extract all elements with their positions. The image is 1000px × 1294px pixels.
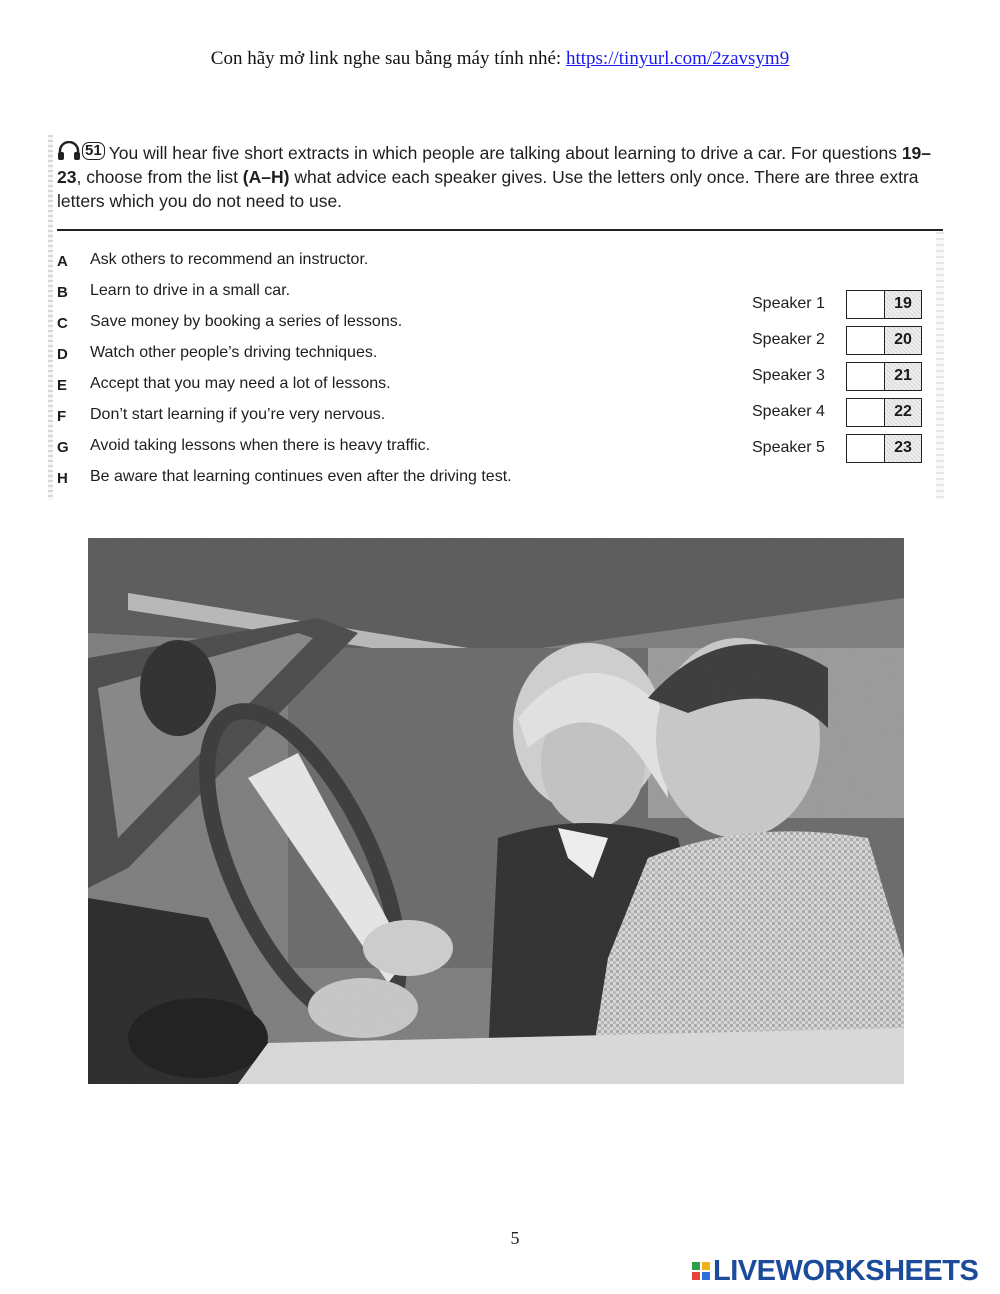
option-text: Watch other people’s driving techniques. — [90, 344, 378, 361]
speaker-label: Speaker 1 — [752, 295, 825, 312]
task-instructions — [57, 141, 937, 213]
audio-link[interactable]: https://tinyurl.com/2zavsym9 — [565, 48, 790, 69]
divider — [57, 229, 943, 231]
option-c — [57, 313, 697, 344]
answer-input-19[interactable] — [847, 291, 885, 318]
header-instruction — [0, 48, 1000, 70]
option-letter: B — [57, 284, 68, 301]
option-text: Ask others to recommend an instructor. — [90, 251, 369, 268]
instructions-text-3: what advice each speaker gives. Use the letters only once. There are three extra letters which you do not need to use. — [57, 167, 919, 211]
answer-box — [846, 362, 922, 391]
question-number: 22 — [885, 399, 921, 426]
instructions-text-2: , choose from the list — [76, 167, 243, 187]
option-g — [57, 437, 697, 468]
option-d — [57, 344, 697, 375]
headphones-icon — [57, 141, 81, 161]
option-text: Avoid taking lessons when there is heavy traffic. — [90, 437, 431, 454]
option-text: Accept that you may need a lot of lessons. — [90, 375, 391, 392]
answer-input-22[interactable] — [847, 399, 885, 426]
option-letter: C — [57, 315, 68, 332]
scan-edge-right — [936, 232, 944, 500]
track-number: 51 — [82, 142, 105, 160]
speaker-row-3 — [752, 358, 927, 394]
speaker-label: Speaker 4 — [752, 403, 825, 420]
header-prompt: Con hãy mở link nghe sau bằng máy tính nhé: — [210, 48, 562, 69]
option-letter: D — [57, 346, 68, 363]
driving-lesson-photo — [88, 538, 904, 1084]
brand-name: LIVEWORKSHEETS — [713, 1254, 979, 1287]
liveworksheets-icon — [692, 1262, 710, 1280]
option-letter: H — [57, 470, 68, 487]
speaker-answer-grid — [752, 286, 927, 466]
brand-logo — [692, 1254, 992, 1288]
speaker-label: Speaker 5 — [752, 439, 825, 456]
option-e — [57, 375, 697, 406]
option-letter: G — [57, 439, 69, 456]
answer-input-20[interactable] — [847, 327, 885, 354]
question-range: 19–23 — [57, 143, 932, 187]
answer-box — [846, 398, 922, 427]
speaker-label: Speaker 3 — [752, 367, 825, 384]
letter-range: (A–H) — [242, 167, 290, 187]
speaker-label: Speaker 2 — [752, 331, 825, 348]
option-letter: F — [57, 408, 67, 425]
answer-box — [846, 290, 922, 319]
speaker-row-2 — [752, 322, 927, 358]
question-number: 19 — [885, 291, 921, 318]
question-number: 23 — [885, 435, 921, 462]
options-list — [57, 251, 697, 499]
question-number: 20 — [885, 327, 921, 354]
option-text: Save money by booking a series of lessons. — [90, 313, 403, 330]
question-number: 21 — [885, 363, 921, 390]
option-letter: E — [57, 377, 68, 394]
option-b — [57, 282, 697, 313]
option-a — [57, 251, 697, 282]
speaker-row-4 — [752, 394, 927, 430]
option-f — [57, 406, 697, 437]
instructions-text-1: You will hear five short extracts in which people are talking about learning to drive a car. For questions — [108, 143, 902, 163]
photo-illustration — [88, 538, 904, 1084]
scan-edge-left — [48, 135, 53, 500]
speaker-row-1 — [752, 286, 927, 322]
option-text: Learn to drive in a small car. — [90, 282, 291, 299]
answer-input-21[interactable] — [847, 363, 885, 390]
speaker-row-5 — [752, 430, 927, 466]
page-number: 5 — [510, 1228, 520, 1248]
option-text: Be aware that learning continues even after the driving test. — [90, 468, 512, 485]
option-h — [57, 468, 697, 499]
answer-input-23[interactable] — [847, 435, 885, 462]
option-text: Don’t start learning if you’re very nervous. — [90, 406, 386, 423]
answer-box — [846, 326, 922, 355]
option-letter: A — [57, 253, 68, 270]
answer-box — [846, 434, 922, 463]
audio-track-badge — [57, 141, 105, 161]
